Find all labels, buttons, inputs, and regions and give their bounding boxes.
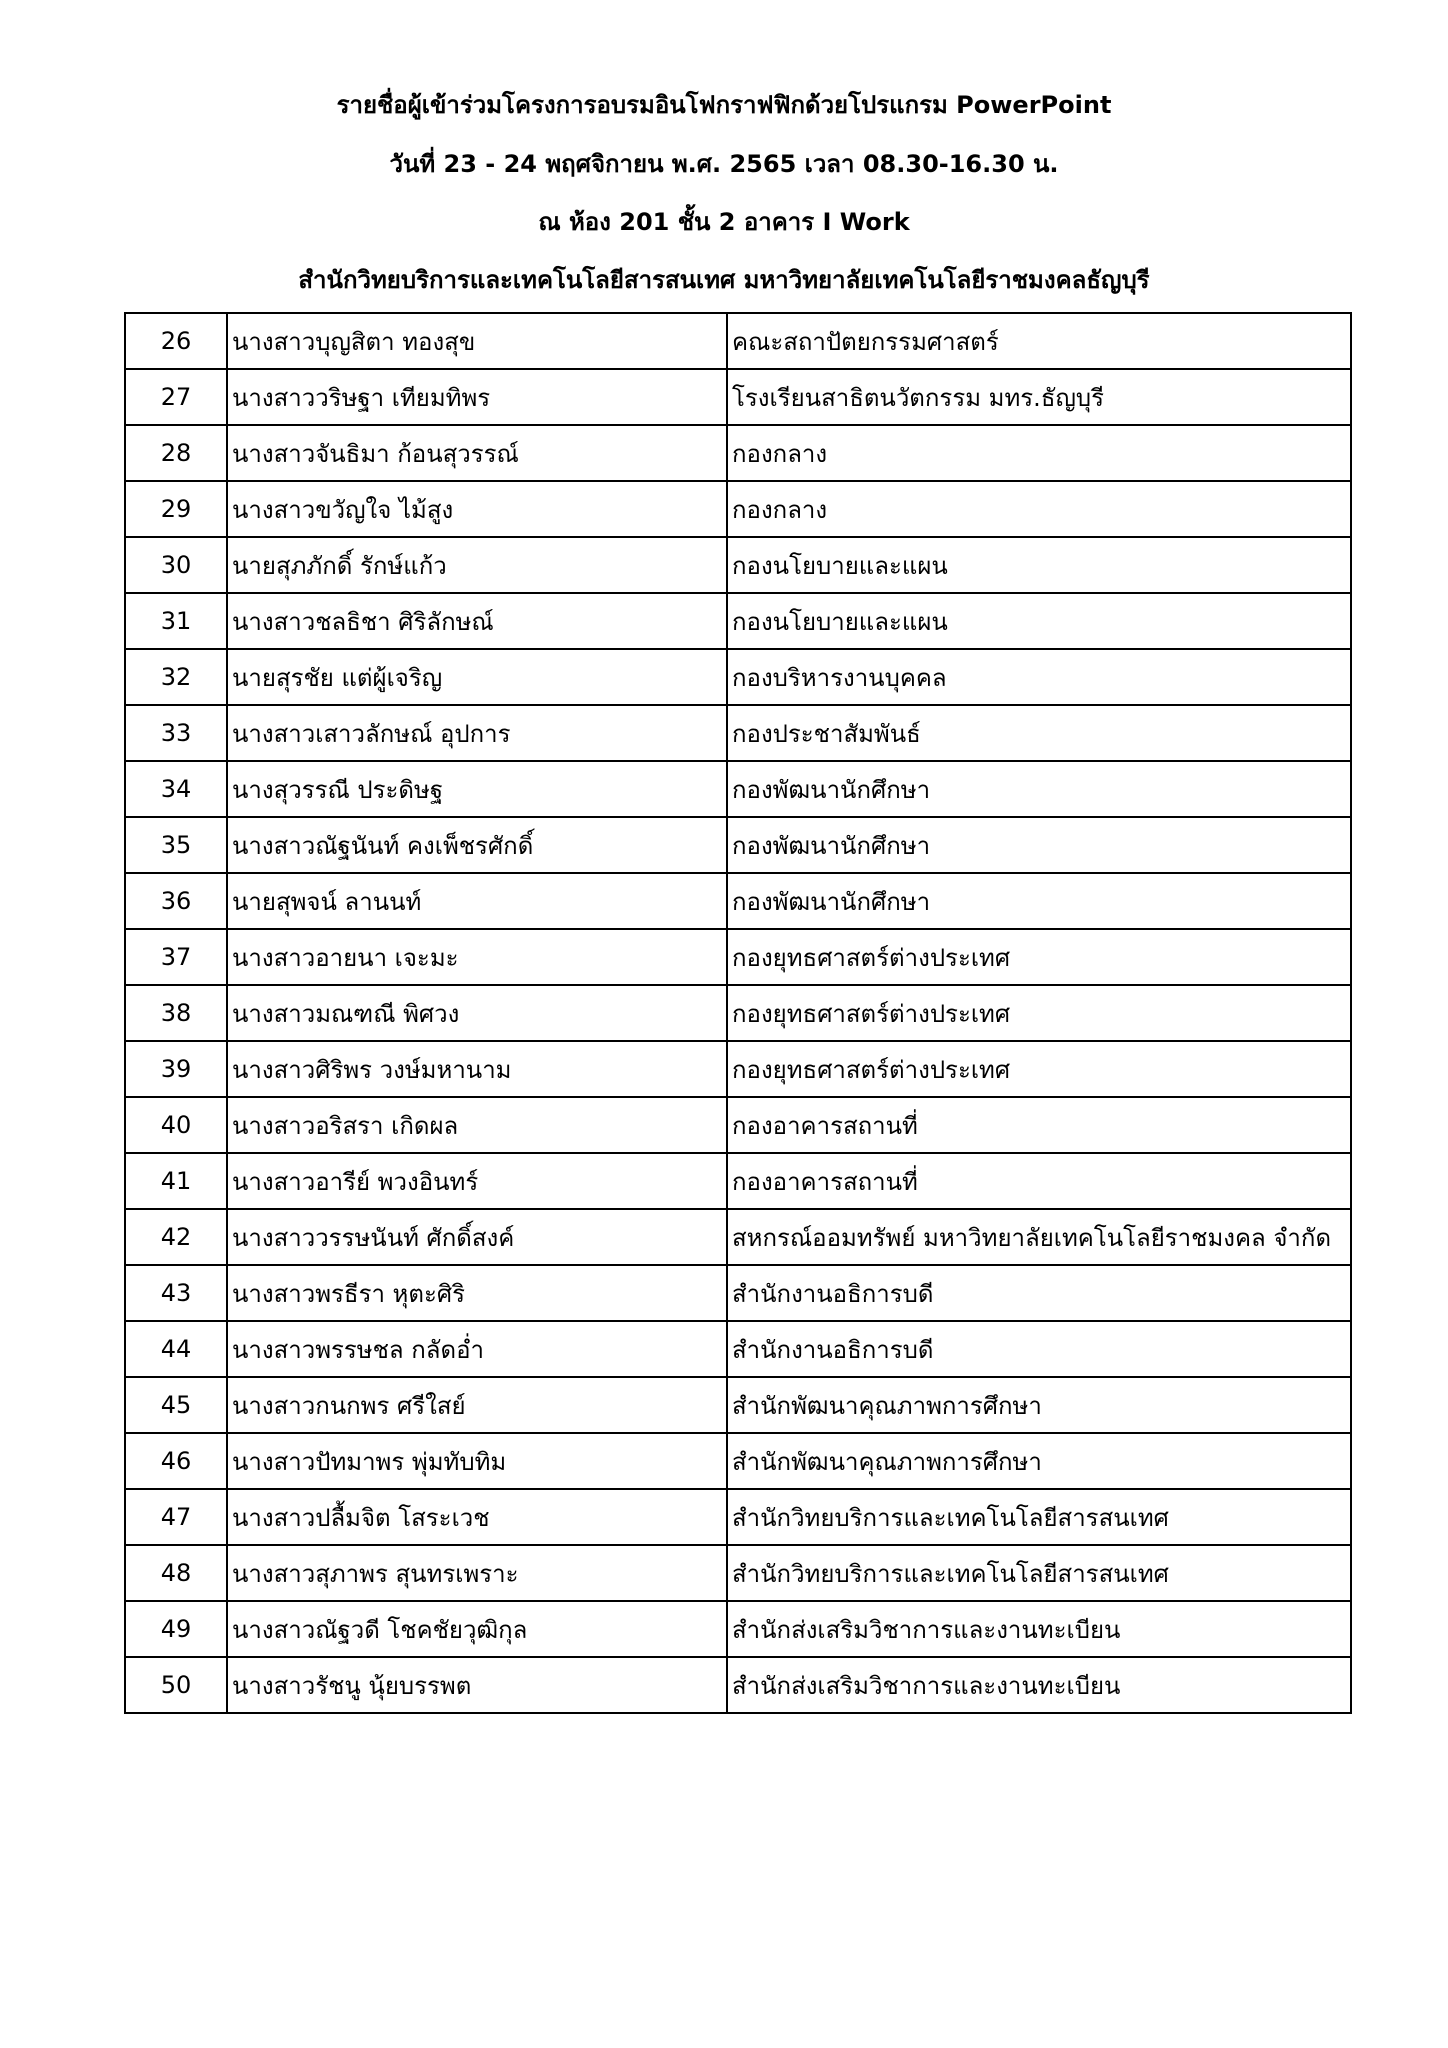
table-row <box>125 1433 1351 1489</box>
table-row <box>125 1097 1351 1153</box>
row-number-cell: 30 <box>125 537 227 593</box>
row-number-cell: 43 <box>125 1265 227 1321</box>
row-number-cell: 36 <box>125 873 227 929</box>
row-number-cell: 49 <box>125 1601 227 1657</box>
table-row <box>125 1377 1351 1433</box>
organization-cell: กองนโยบายและแผน <box>727 593 1351 649</box>
participant-name-cell: นางสาวอริสรา เกิดผล <box>227 1097 727 1153</box>
organization-cell: กองอาคารสถานที่ <box>727 1153 1351 1209</box>
table-row <box>125 649 1351 705</box>
row-number-cell: 42 <box>125 1209 227 1265</box>
organization-cell: กองบริหารงานบุคคล <box>727 649 1351 705</box>
table-row <box>125 817 1351 873</box>
participant-table <box>124 312 1352 1714</box>
participant-name-cell: นางสุวรรณี ประดิษฐ <box>227 761 727 817</box>
participant-name-cell: นางสาวจันธิมา ก้อนสุวรรณ์ <box>227 425 727 481</box>
organization-cell: สำนักส่งเสริมวิชาการและงานทะเบียน <box>727 1657 1351 1713</box>
table-row <box>125 481 1351 537</box>
organization-cell: กองกลาง <box>727 425 1351 481</box>
organization-cell: สำนักพัฒนาคุณภาพการศึกษา <box>727 1377 1351 1433</box>
participant-name-cell: นางสาวชลธิชา ศิริลักษณ์ <box>227 593 727 649</box>
organization-cell: กองพัฒนานักศึกษา <box>727 761 1351 817</box>
table-row <box>125 593 1351 649</box>
participant-name-cell: นางสาวพรธีรา หุตะศิริ <box>227 1265 727 1321</box>
row-number-cell: 39 <box>125 1041 227 1097</box>
table-row <box>125 1545 1351 1601</box>
participant-name-cell: นางสาวบุญสิตา ทองสุข <box>227 313 727 369</box>
participant-name-cell: นางสาวสุภาพร สุนทรเพราะ <box>227 1545 727 1601</box>
organization-cell: กองพัฒนานักศึกษา <box>727 817 1351 873</box>
organization-cell: กองยุทธศาสตร์ต่างประเทศ <box>727 929 1351 985</box>
table-row <box>125 985 1351 1041</box>
participant-name-cell: นางสาววริษฐา เทียมทิพร <box>227 369 727 425</box>
table-row <box>125 873 1351 929</box>
organization-cell: กองยุทธศาสตร์ต่างประเทศ <box>727 985 1351 1041</box>
organization-cell: คณะสถาปัตยกรรมศาสตร์ <box>727 313 1351 369</box>
organization-cell: กองนโยบายและแผน <box>727 537 1351 593</box>
participant-name-cell: นางสาวอารีย์ พวงอินทร์ <box>227 1153 727 1209</box>
participant-name-cell: นางสาวปลื้มจิต โสระเวช <box>227 1489 727 1545</box>
row-number-cell: 28 <box>125 425 227 481</box>
row-number-cell: 50 <box>125 1657 227 1713</box>
organization-cell: สำนักงานอธิการบดี <box>727 1321 1351 1377</box>
participant-name-cell: นางสาวขวัญใจ ไม้สูง <box>227 481 727 537</box>
row-number-cell: 35 <box>125 817 227 873</box>
table-row <box>125 1209 1351 1265</box>
row-number-cell: 37 <box>125 929 227 985</box>
row-number-cell: 41 <box>125 1153 227 1209</box>
organization-cell: สำนักงานอธิการบดี <box>727 1265 1351 1321</box>
table-row <box>125 369 1351 425</box>
table-row <box>125 1153 1351 1209</box>
participant-name-cell: นางสาวเสาวลักษณ์ อุปการ <box>227 705 727 761</box>
organization-cell: กองประชาสัมพันธ์ <box>727 705 1351 761</box>
table-row <box>125 537 1351 593</box>
table-row <box>125 1041 1351 1097</box>
row-number-cell: 47 <box>125 1489 227 1545</box>
organization-cell: กองกลาง <box>727 481 1351 537</box>
organization-cell: กองพัฒนานักศึกษา <box>727 873 1351 929</box>
table-row <box>125 425 1351 481</box>
row-number-cell: 34 <box>125 761 227 817</box>
participant-name-cell: นางสาววรรษนันท์ ศักดิ์สงค์ <box>227 1209 727 1265</box>
row-number-cell: 40 <box>125 1097 227 1153</box>
event-venue-line: ณ ห้อง 201 ชั้น 2 อาคาร I Work <box>538 208 910 236</box>
document-title: รายชื่อผู้เข้าร่วมโครงการอบรมอินโฟกราฟฟิกด้วยโปรแกรม PowerPoint <box>336 91 1112 119</box>
table-row <box>125 1657 1351 1713</box>
organizer-line: สำนักวิทยบริการและเทคโนโลยีสารสนเทศ มหาวิทยาลัยเทคโนโลยีราชมงคลธัญบุรี <box>298 266 1150 294</box>
participant-name-cell: นางสาวศิริพร วงษ์มหานาม <box>227 1041 727 1097</box>
organization-cell: สำนักส่งเสริมวิชาการและงานทะเบียน <box>727 1601 1351 1657</box>
organization-cell: สหกรณ์ออมทรัพย์ มหาวิทยาลัยเทคโนโลยีราชมงคล จำกัด <box>727 1209 1351 1265</box>
table-row <box>125 761 1351 817</box>
row-number-cell: 32 <box>125 649 227 705</box>
row-number-cell: 33 <box>125 705 227 761</box>
participant-name-cell: นายสุพจน์ ลานนท์ <box>227 873 727 929</box>
row-number-cell: 26 <box>125 313 227 369</box>
row-number-cell: 45 <box>125 1377 227 1433</box>
participant-name-cell: นางสาวณัฐนันท์ คงเพ็ชรศักดิ์ <box>227 817 727 873</box>
row-number-cell: 27 <box>125 369 227 425</box>
row-number-cell: 48 <box>125 1545 227 1601</box>
participant-name-cell: นางสาวรัชนู นุ้ยบรรพต <box>227 1657 727 1713</box>
row-number-cell: 46 <box>125 1433 227 1489</box>
row-number-cell: 31 <box>125 593 227 649</box>
row-number-cell: 29 <box>125 481 227 537</box>
participant-table-body <box>125 313 1351 1713</box>
organization-cell: กองอาคารสถานที่ <box>727 1097 1351 1153</box>
row-number-cell: 38 <box>125 985 227 1041</box>
table-row <box>125 705 1351 761</box>
table-row <box>125 929 1351 985</box>
table-row <box>125 1321 1351 1377</box>
organization-cell: กองยุทธศาสตร์ต่างประเทศ <box>727 1041 1351 1097</box>
row-number-cell: 44 <box>125 1321 227 1377</box>
participant-name-cell: นายสุรชัย แต่ผู้เจริญ <box>227 649 727 705</box>
table-row <box>125 1489 1351 1545</box>
organization-cell: สำนักวิทยบริการและเทคโนโลยีสารสนเทศ <box>727 1489 1351 1545</box>
participant-name-cell: นางสาวณัฐวดี โชคชัยวุฒิกุล <box>227 1601 727 1657</box>
participant-name-cell: นางสาวปัทมาพร พุ่มทับทิม <box>227 1433 727 1489</box>
organization-cell: สำนักวิทยบริการและเทคโนโลยีสารสนเทศ <box>727 1545 1351 1601</box>
participant-name-cell: นายสุภภักดิ์ รักษ์แก้ว <box>227 537 727 593</box>
organization-cell: โรงเรียนสาธิตนวัตกรรม มทร.ธัญบุรี <box>727 369 1351 425</box>
table-row <box>125 1601 1351 1657</box>
participant-name-cell: นางสาวอายนา เจะมะ <box>227 929 727 985</box>
event-date-line: วันที่ 23 - 24 พฤศจิกายน พ.ศ. 2565 เวลา 08.30-16.30 น. <box>389 150 1059 178</box>
table-row <box>125 1265 1351 1321</box>
participant-name-cell: นางสาวมณฑณี พิศวง <box>227 985 727 1041</box>
table-row <box>125 313 1351 369</box>
participant-name-cell: นางสาวพรรษชล กลัดอ่ำ <box>227 1321 727 1377</box>
participant-name-cell: นางสาวกนกพร ศรีใสย์ <box>227 1377 727 1433</box>
organization-cell: สำนักพัฒนาคุณภาพการศึกษา <box>727 1433 1351 1489</box>
